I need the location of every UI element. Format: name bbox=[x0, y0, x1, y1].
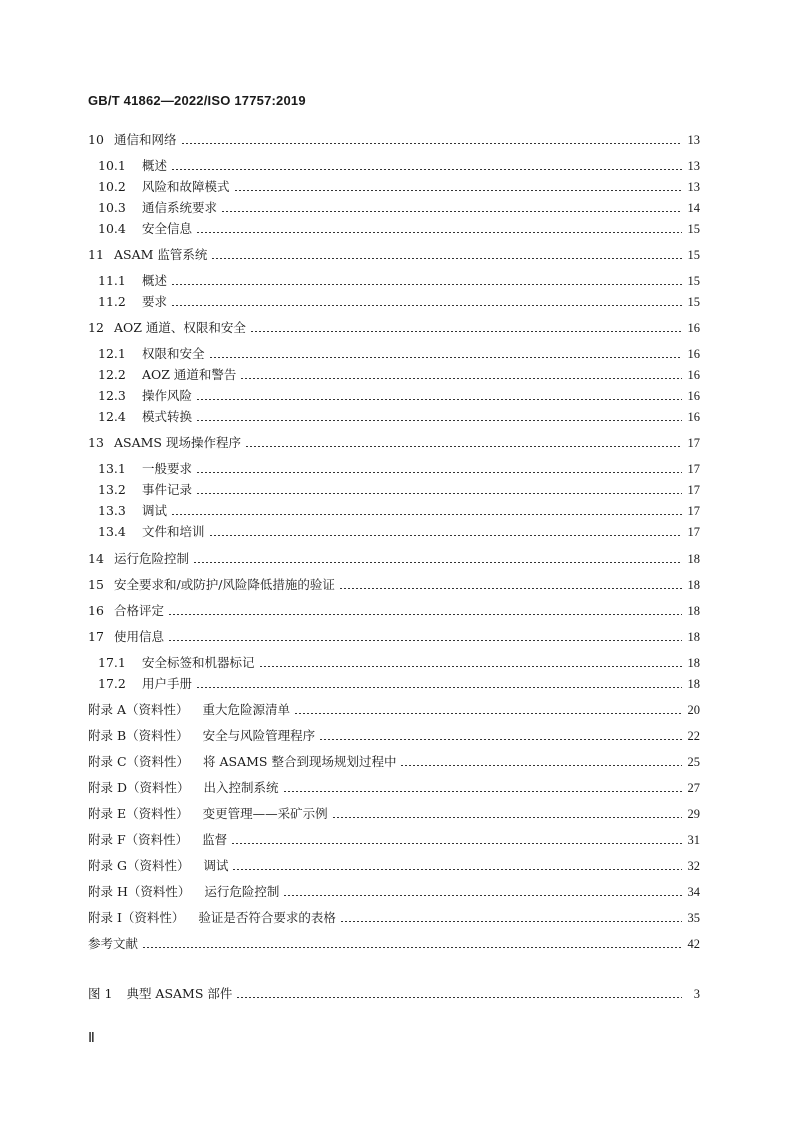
toc-entry-title: AOZ 通道、权限和安全 bbox=[114, 320, 246, 335]
toc-entry-title: 要求 bbox=[142, 294, 168, 309]
toc-entry-number: 附录 H（资料性） bbox=[88, 884, 191, 899]
dot-leader bbox=[171, 284, 682, 285]
dot-leader bbox=[319, 739, 682, 740]
dot-leader bbox=[193, 562, 682, 563]
toc-entry-page: 17 bbox=[687, 462, 700, 476]
dot-leader bbox=[171, 169, 682, 170]
toc-entry-page: 17 bbox=[687, 504, 700, 518]
dot-leader bbox=[209, 357, 682, 358]
toc-entry-title: 安全标签和机器标记 bbox=[142, 655, 255, 670]
dot-leader bbox=[234, 190, 682, 191]
dot-leader bbox=[283, 791, 682, 792]
toc-entry-title: 验证是否符合要求的表格 bbox=[198, 910, 336, 925]
toc-entry[interactable] bbox=[88, 319, 700, 337]
toc-entry-title: ASAM 监管系统 bbox=[114, 247, 208, 262]
toc-entry[interactable] bbox=[88, 434, 700, 452]
toc-entry-number: 13.3 bbox=[98, 503, 126, 518]
dot-leader bbox=[294, 713, 682, 714]
toc-entry[interactable] bbox=[88, 753, 700, 771]
toc-entry[interactable] bbox=[88, 831, 700, 849]
dot-leader bbox=[400, 765, 682, 766]
dot-leader bbox=[211, 258, 682, 259]
standard-code-header: GB/T 41862—2022/ISO 17757:2019 bbox=[88, 93, 306, 108]
toc-entry-page: 13 bbox=[687, 180, 700, 194]
dot-leader bbox=[283, 895, 682, 896]
dot-leader bbox=[196, 232, 682, 233]
toc-entry-title: 运行危险控制 bbox=[204, 884, 280, 899]
toc-entry-page: 18 bbox=[687, 630, 700, 644]
toc-entry-page: 20 bbox=[687, 703, 700, 717]
toc-entry-page: 18 bbox=[687, 677, 700, 691]
toc-entry-page: 15 bbox=[687, 274, 700, 288]
dot-leader bbox=[240, 378, 682, 379]
dot-leader bbox=[339, 588, 682, 589]
toc-entry-title: 参考文献 bbox=[88, 936, 139, 951]
toc-entry-number: 附录 A（资料性） bbox=[88, 702, 189, 717]
toc-entry-title: 运行危险控制 bbox=[114, 551, 190, 566]
toc-entry[interactable] bbox=[88, 481, 700, 499]
toc-entry-number: 10.2 bbox=[98, 179, 126, 194]
toc-entry-number: 附录 F（资料性） bbox=[88, 832, 189, 847]
toc-entry[interactable] bbox=[88, 408, 700, 426]
toc-entry-number: 13 bbox=[88, 435, 104, 450]
toc-entry-title: 概述 bbox=[142, 158, 168, 173]
toc-entry-page: 29 bbox=[687, 807, 700, 821]
toc-entry-title: 通信系统要求 bbox=[142, 200, 218, 215]
dot-leader bbox=[332, 817, 682, 818]
toc-entry-number: 附录 E（资料性） bbox=[88, 806, 189, 821]
dot-leader bbox=[221, 211, 682, 212]
toc-entry-title: AOZ 通道和警告 bbox=[142, 367, 237, 382]
toc-entry[interactable] bbox=[88, 293, 700, 311]
toc-entry-title: 安全与风险管理程序 bbox=[202, 728, 316, 743]
toc-entry-number: 附录 G（资料性） bbox=[88, 858, 190, 873]
toc-entry-page: 18 bbox=[687, 656, 700, 670]
dot-leader bbox=[236, 997, 682, 998]
toc-entry[interactable] bbox=[88, 909, 700, 927]
toc-entry-page: 25 bbox=[687, 755, 700, 769]
toc-entry[interactable] bbox=[88, 602, 700, 620]
toc-entry-page: 16 bbox=[687, 368, 700, 382]
toc-entry-number: 11.2 bbox=[98, 294, 126, 309]
toc-entry-page: 15 bbox=[687, 295, 700, 309]
toc-entry[interactable] bbox=[88, 157, 700, 175]
toc-entry-page: 17 bbox=[687, 436, 700, 450]
toc-entry-number: 附录 C（资料性） bbox=[88, 754, 190, 769]
toc-entry-title: 使用信息 bbox=[114, 629, 165, 644]
toc-entry-number: 10 bbox=[88, 132, 104, 147]
toc-entry[interactable] bbox=[88, 387, 700, 405]
toc-entry[interactable] bbox=[88, 779, 700, 797]
dot-leader bbox=[142, 947, 682, 948]
toc-entry-page: 17 bbox=[687, 483, 700, 497]
toc-entry-title: 安全信息 bbox=[142, 221, 193, 236]
toc-entry-title: 通信和网络 bbox=[114, 132, 177, 147]
toc-entry-title: 合格评定 bbox=[114, 603, 165, 618]
toc-entry[interactable] bbox=[88, 131, 700, 149]
toc-entry-number: 17.2 bbox=[98, 676, 126, 691]
toc-entry-page: 27 bbox=[687, 781, 700, 795]
toc-entry[interactable] bbox=[88, 246, 700, 264]
dot-leader bbox=[171, 305, 682, 306]
toc-entry[interactable] bbox=[88, 272, 700, 290]
toc-entry-number: 12.4 bbox=[98, 409, 126, 424]
toc-entry-number: 10.1 bbox=[98, 158, 126, 173]
dot-leader bbox=[232, 869, 682, 870]
toc-entry-title: 典型 ASAMS 部件 bbox=[126, 986, 233, 1001]
toc-entry-number: 13.2 bbox=[98, 482, 126, 497]
toc-entry-number: 17.1 bbox=[98, 655, 126, 670]
toc-entry-number: 12 bbox=[88, 320, 104, 335]
toc-entry-page: 31 bbox=[687, 833, 700, 847]
toc-entry-number: 16 bbox=[88, 603, 104, 618]
toc-entry-page: 34 bbox=[687, 885, 700, 899]
dot-leader bbox=[250, 331, 682, 332]
dot-leader bbox=[171, 514, 682, 515]
toc-entry-page: 15 bbox=[687, 222, 700, 236]
toc-entry-title: 权限和安全 bbox=[142, 346, 205, 361]
toc-entry-title: 文件和培训 bbox=[142, 524, 205, 539]
toc-entry[interactable] bbox=[88, 199, 700, 217]
toc-entry-title: 用户手册 bbox=[142, 676, 193, 691]
dot-leader bbox=[168, 614, 682, 615]
dot-leader bbox=[168, 640, 682, 641]
dot-leader bbox=[231, 843, 682, 844]
toc-entry-page: 35 bbox=[687, 911, 700, 925]
toc-entry[interactable] bbox=[88, 675, 700, 693]
toc-entry-title: ASAMS 现场操作程序 bbox=[114, 435, 241, 450]
toc-entry[interactable] bbox=[88, 628, 700, 646]
toc-entry-page: 18 bbox=[687, 578, 700, 592]
toc-entry[interactable] bbox=[88, 220, 700, 238]
toc-entry[interactable] bbox=[88, 727, 700, 745]
toc-entry-page: 14 bbox=[687, 201, 700, 215]
toc-entry[interactable] bbox=[88, 550, 700, 568]
toc-entry-title: 安全要求和/或防护/风险降低措施的验证 bbox=[114, 577, 335, 592]
dot-leader bbox=[259, 666, 682, 667]
dot-leader bbox=[196, 687, 682, 688]
dot-leader bbox=[340, 921, 682, 922]
toc-entry-number: 15 bbox=[88, 577, 104, 592]
toc-entry-title: 操作风险 bbox=[142, 388, 193, 403]
dot-leader bbox=[245, 446, 682, 447]
toc-entry-title: 调试 bbox=[203, 858, 229, 873]
toc-entry[interactable] bbox=[88, 178, 700, 196]
toc-entry-title: 变更管理——采矿示例 bbox=[202, 806, 328, 821]
dot-leader bbox=[196, 493, 682, 494]
toc-entry-page: 18 bbox=[687, 604, 700, 618]
toc-entry-number: 附录 B（资料性） bbox=[88, 728, 189, 743]
toc-entry-title: 概述 bbox=[142, 273, 168, 288]
toc-entry[interactable] bbox=[88, 576, 700, 594]
toc-entry-number: 12.2 bbox=[98, 367, 126, 382]
toc-entry-number: 17 bbox=[88, 629, 104, 644]
dot-leader bbox=[181, 143, 682, 144]
toc-entry-number: 12.1 bbox=[98, 346, 126, 361]
toc-entry-number: 附录 D（资料性） bbox=[88, 780, 190, 795]
toc-entry[interactable] bbox=[88, 345, 700, 363]
page-number: Ⅱ bbox=[88, 1031, 95, 1046]
toc-entry-number: 10.4 bbox=[98, 221, 126, 236]
toc-entry-page: 16 bbox=[687, 410, 700, 424]
toc-entry[interactable] bbox=[88, 701, 700, 719]
toc-entry[interactable] bbox=[88, 805, 700, 823]
toc-entry-title: 模式转换 bbox=[142, 409, 193, 424]
toc-entry-page: 42 bbox=[687, 937, 700, 951]
toc-entry-title: 重大危险源清单 bbox=[202, 702, 291, 717]
toc-entry-page: 16 bbox=[687, 321, 700, 335]
toc-entry-title: 监督 bbox=[202, 832, 228, 847]
toc-entry-number: 10.3 bbox=[98, 200, 126, 215]
toc-entry-number: 11 bbox=[88, 247, 104, 262]
toc-entry[interactable] bbox=[88, 366, 700, 384]
toc-entry-title: 出入控制系统 bbox=[203, 780, 279, 795]
toc-entry[interactable] bbox=[88, 857, 700, 875]
toc-entry-number: 13.4 bbox=[98, 524, 126, 539]
toc-entry[interactable] bbox=[88, 985, 700, 1003]
toc-entry[interactable] bbox=[88, 460, 700, 478]
toc-entry-title: 调试 bbox=[142, 503, 168, 518]
dot-leader bbox=[209, 535, 682, 536]
toc-entry-number: 11.1 bbox=[98, 273, 126, 288]
toc-entry-title: 事件记录 bbox=[142, 482, 193, 497]
toc-entry[interactable] bbox=[88, 654, 700, 672]
toc-entry[interactable] bbox=[88, 883, 700, 901]
toc-entry-page: 16 bbox=[687, 389, 700, 403]
dot-leader bbox=[196, 399, 682, 400]
toc-entry-number: 12.3 bbox=[98, 388, 126, 403]
toc-entry-page: 22 bbox=[687, 729, 700, 743]
toc-entry-page: 17 bbox=[687, 525, 700, 539]
toc-entry-title: 一般要求 bbox=[142, 461, 193, 476]
toc-entry-page: 3 bbox=[693, 987, 700, 1001]
toc-entry-page: 18 bbox=[687, 552, 700, 566]
toc-entry-title: 将 ASAMS 整合到现场规划过程中 bbox=[203, 754, 397, 769]
toc-entry-page: 16 bbox=[687, 347, 700, 361]
toc-entry-number: 13.1 bbox=[98, 461, 126, 476]
toc-entry[interactable] bbox=[88, 502, 700, 520]
toc-entry-page: 15 bbox=[687, 248, 700, 262]
toc-entry-number: 14 bbox=[88, 551, 104, 566]
toc-entry-number: 图 1 bbox=[88, 986, 113, 1001]
toc-entry-title: 风险和故障模式 bbox=[142, 179, 230, 194]
toc-entry[interactable] bbox=[88, 935, 700, 953]
toc-entry-page: 13 bbox=[687, 159, 700, 173]
dot-leader bbox=[196, 420, 682, 421]
toc-entry-page: 32 bbox=[687, 859, 700, 873]
toc-entry-page: 13 bbox=[687, 133, 700, 147]
toc-entry[interactable] bbox=[88, 523, 700, 541]
toc-entry-number: 附录 I（资料性） bbox=[88, 910, 185, 925]
dot-leader bbox=[196, 472, 682, 473]
